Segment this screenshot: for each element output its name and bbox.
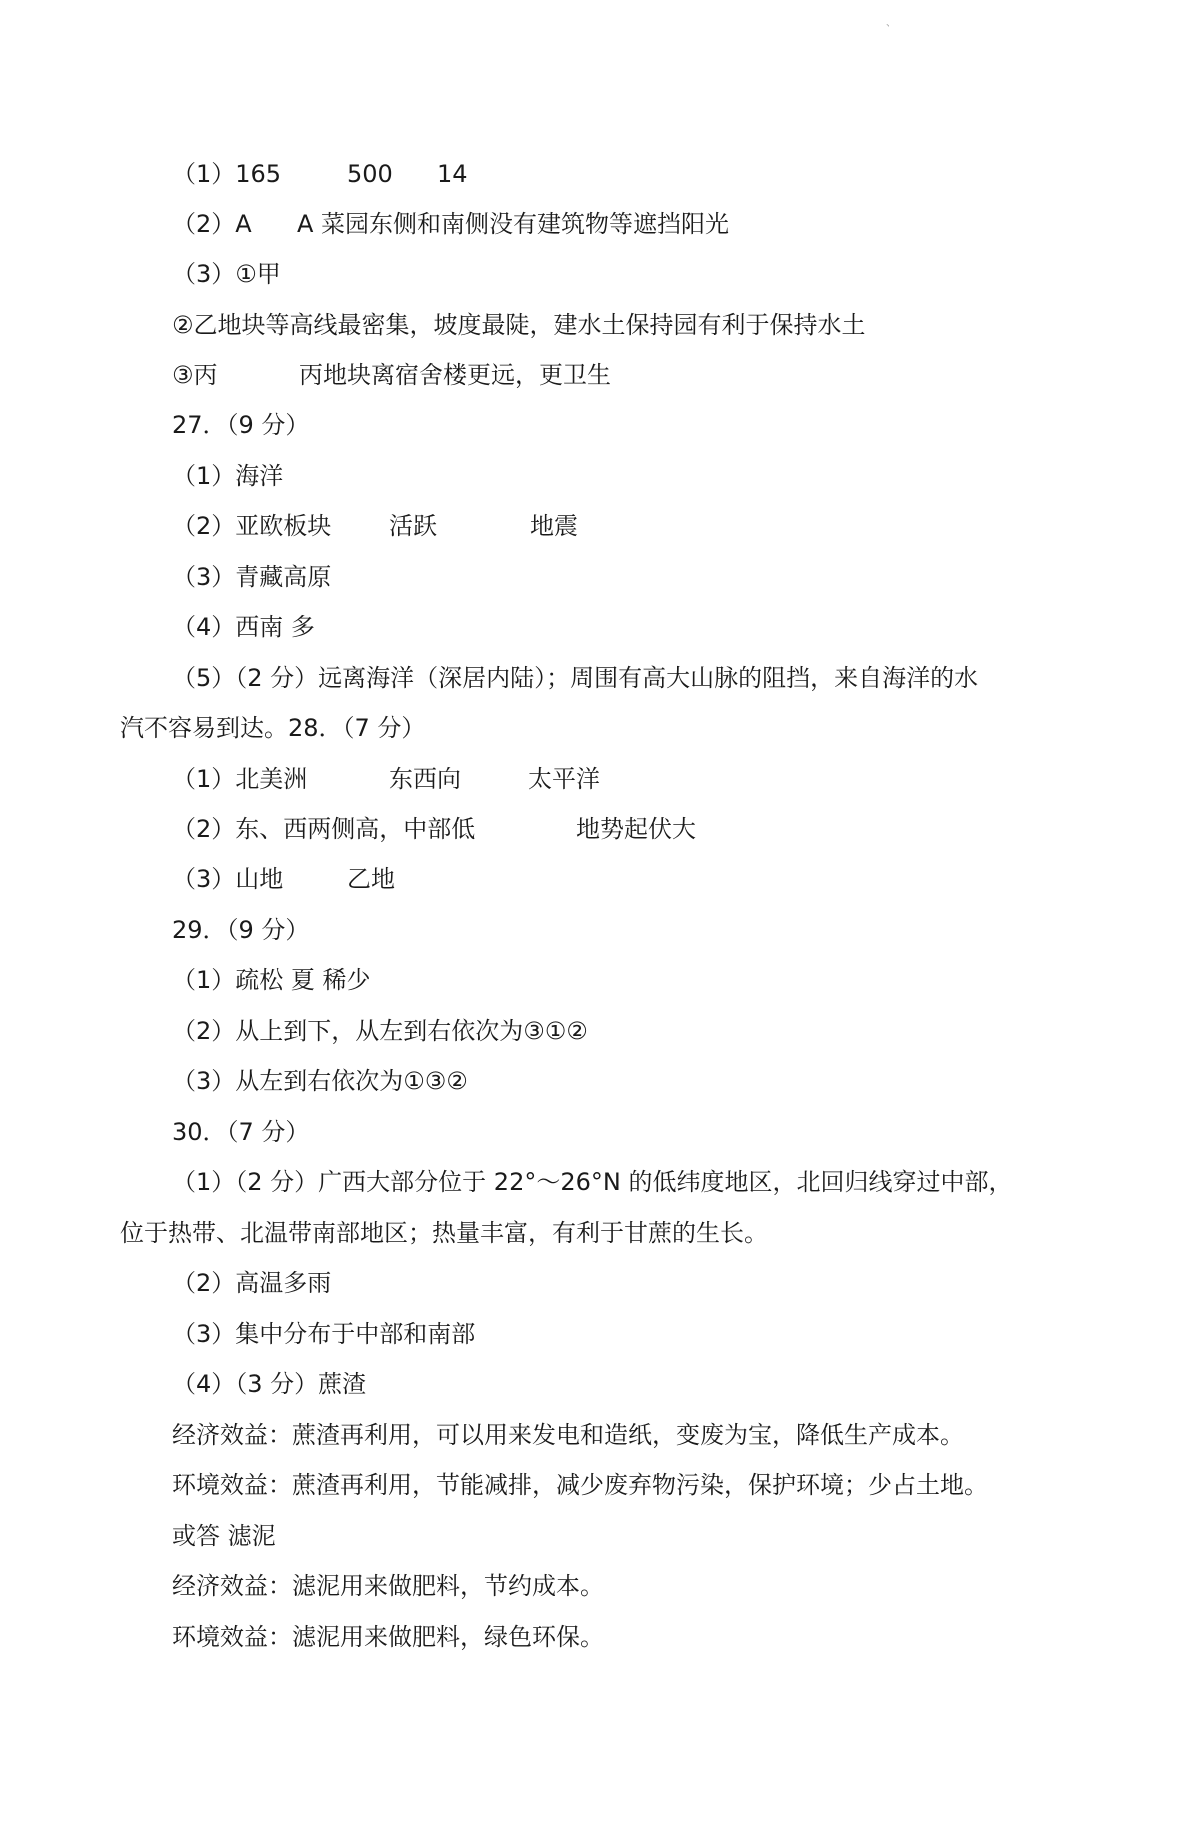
answer-text: 丙地块离宿舍楼更远，更卫生	[299, 361, 611, 389]
answer-line-29-2: （2）从上到下，从左到右依次为③①②	[172, 1017, 588, 1045]
answer-text: （2）东、西两侧高，中部低	[172, 815, 476, 843]
answer-line-27-4: （4）西南 多	[172, 613, 315, 641]
answer-text: 太平洋	[528, 765, 600, 793]
answer-line-30-4-alt: 或答 滤泥	[172, 1522, 276, 1550]
answer-line-29-1: （1）疏松 夏 稀少	[172, 966, 371, 994]
answer-line-27-1: （1）海洋	[172, 462, 284, 490]
corner-mark: 、	[886, 18, 896, 29]
answer-text: 地震	[530, 512, 578, 540]
answer-line-30-4: （4）（3 分）蔗渣	[172, 1370, 367, 1398]
answer-line-26-3-2: ②乙地块等高线最密集，坡度最陡，建水土保持园有利于保持水土	[172, 311, 866, 339]
answer-text: 500	[347, 160, 393, 188]
answer-text: ③丙	[172, 361, 218, 389]
answer-text: （2）亚欧板块	[172, 512, 332, 540]
answer-line-30-2: （2）高温多雨	[172, 1269, 332, 1297]
answer-line-27-5-cont: 汽不容易到达。28．（7 分）	[120, 714, 426, 742]
answer-line-30-3: （3）集中分布于中部和南部	[172, 1320, 476, 1348]
question-heading-30: 30．（7 分）	[172, 1118, 310, 1146]
answer-text: A 菜园东侧和南侧没有建筑物等遮挡阳光	[297, 210, 730, 238]
answer-line-27-5: （5）（2 分）远离海洋（深居内陆）；周围有高大山脉的阻挡，来自海洋的水	[172, 664, 979, 692]
answer-text: 东西向	[389, 765, 461, 793]
answer-line-30-1-cont: 位于热带、北温带南部地区；热量丰富，有利于甘蔗的生长。	[120, 1219, 768, 1247]
answer-text: 14	[437, 160, 468, 188]
answer-line-27-3: （3）青藏高原	[172, 563, 332, 591]
question-heading-29: 29．（9 分）	[172, 916, 310, 944]
answer-text: 地势起伏大	[576, 815, 696, 843]
answer-line-26-3: （3）①甲	[172, 260, 281, 288]
answer-line-30-4-alt-economic: 经济效益：滤泥用来做肥料，节约成本。	[172, 1572, 604, 1600]
answer-line-30-4-economic: 经济效益：蔗渣再利用，可以用来发电和造纸，变废为宝，降低生产成本。	[172, 1421, 964, 1449]
answer-text: 乙地	[347, 865, 395, 893]
answer-line-30-4-environment: 环境效益：蔗渣再利用，节能减排，减少废弃物污染，保护环境；少占土地。	[172, 1471, 988, 1499]
answer-text: （3）山地	[172, 865, 284, 893]
question-heading-27: 27．（9 分）	[172, 411, 310, 439]
answer-text: （2）A	[172, 210, 252, 238]
answer-line-29-3: （3）从左到右依次为①③②	[172, 1067, 468, 1095]
answer-text: 活跃	[389, 512, 437, 540]
answer-line-30-4-alt-environment: 环境效益：滤泥用来做肥料，绿色环保。	[172, 1623, 604, 1651]
answer-line-30-1: （1）（2 分）广西大部分位于 22°～26°N 的低纬度地区，北回归线穿过中部，	[172, 1168, 1013, 1196]
answer-text: （1）165	[172, 160, 282, 188]
answer-text: （1）北美洲	[172, 765, 308, 793]
